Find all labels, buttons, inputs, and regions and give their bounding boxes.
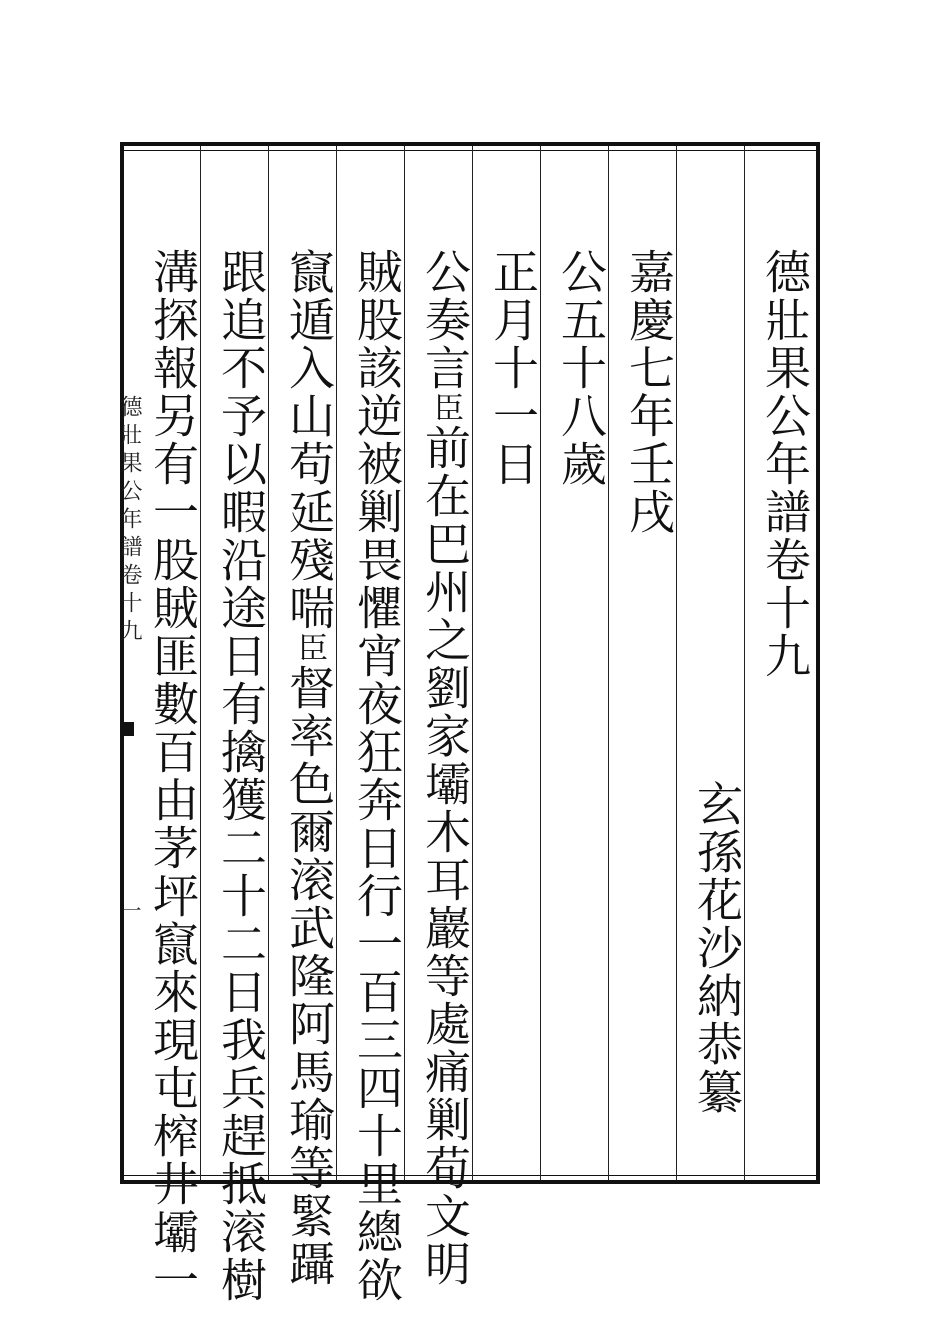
page-title: 德壯果公年譜卷十九: [758, 248, 812, 680]
honorific-small: 臣: [428, 392, 463, 424]
fore-edge-title: 德壯果公年譜卷十九: [117, 395, 142, 647]
body-column-2: [344, 248, 410, 1304]
body-text: 公奏言: [418, 248, 472, 392]
body-column-4: [208, 248, 274, 1304]
body-text: 賊股該逆被剿畏懼宵夜狂奔日行一百三四十里總欲: [350, 248, 404, 1304]
compiler-line: 玄孫花沙納恭纂: [690, 780, 744, 1116]
honorific-small: 臣: [292, 632, 327, 664]
age-line: 公五十八歲: [554, 248, 608, 488]
body-text: 督率色爾滚武隆阿馬瑜等緊躡: [282, 664, 336, 1288]
body-column-5: [140, 248, 206, 1304]
body-column-1: [412, 248, 478, 1288]
body-text: 前在巴州之劉家壩木耳巖等處痛剿苟文明: [418, 424, 472, 1288]
year-heading: 嘉慶七年壬戌: [622, 248, 676, 536]
body-text: 跟追不予以暇沿途日有擒獲二十二日我兵趕抵滚樹: [214, 248, 268, 1304]
frame-inner-top-line: [120, 150, 820, 151]
body-text: 溝探報另有一股賊匪數百由茅坪竄來現屯榨井壩一: [146, 248, 200, 1304]
body-column-3: [276, 248, 342, 1288]
fore-edge-page-number: 一: [118, 900, 142, 920]
body-text: 竄遁入山苟延殘喘: [282, 248, 336, 632]
fore-edge-fishtail-mark: [122, 722, 134, 736]
date-line: 正月十一日: [486, 248, 540, 488]
